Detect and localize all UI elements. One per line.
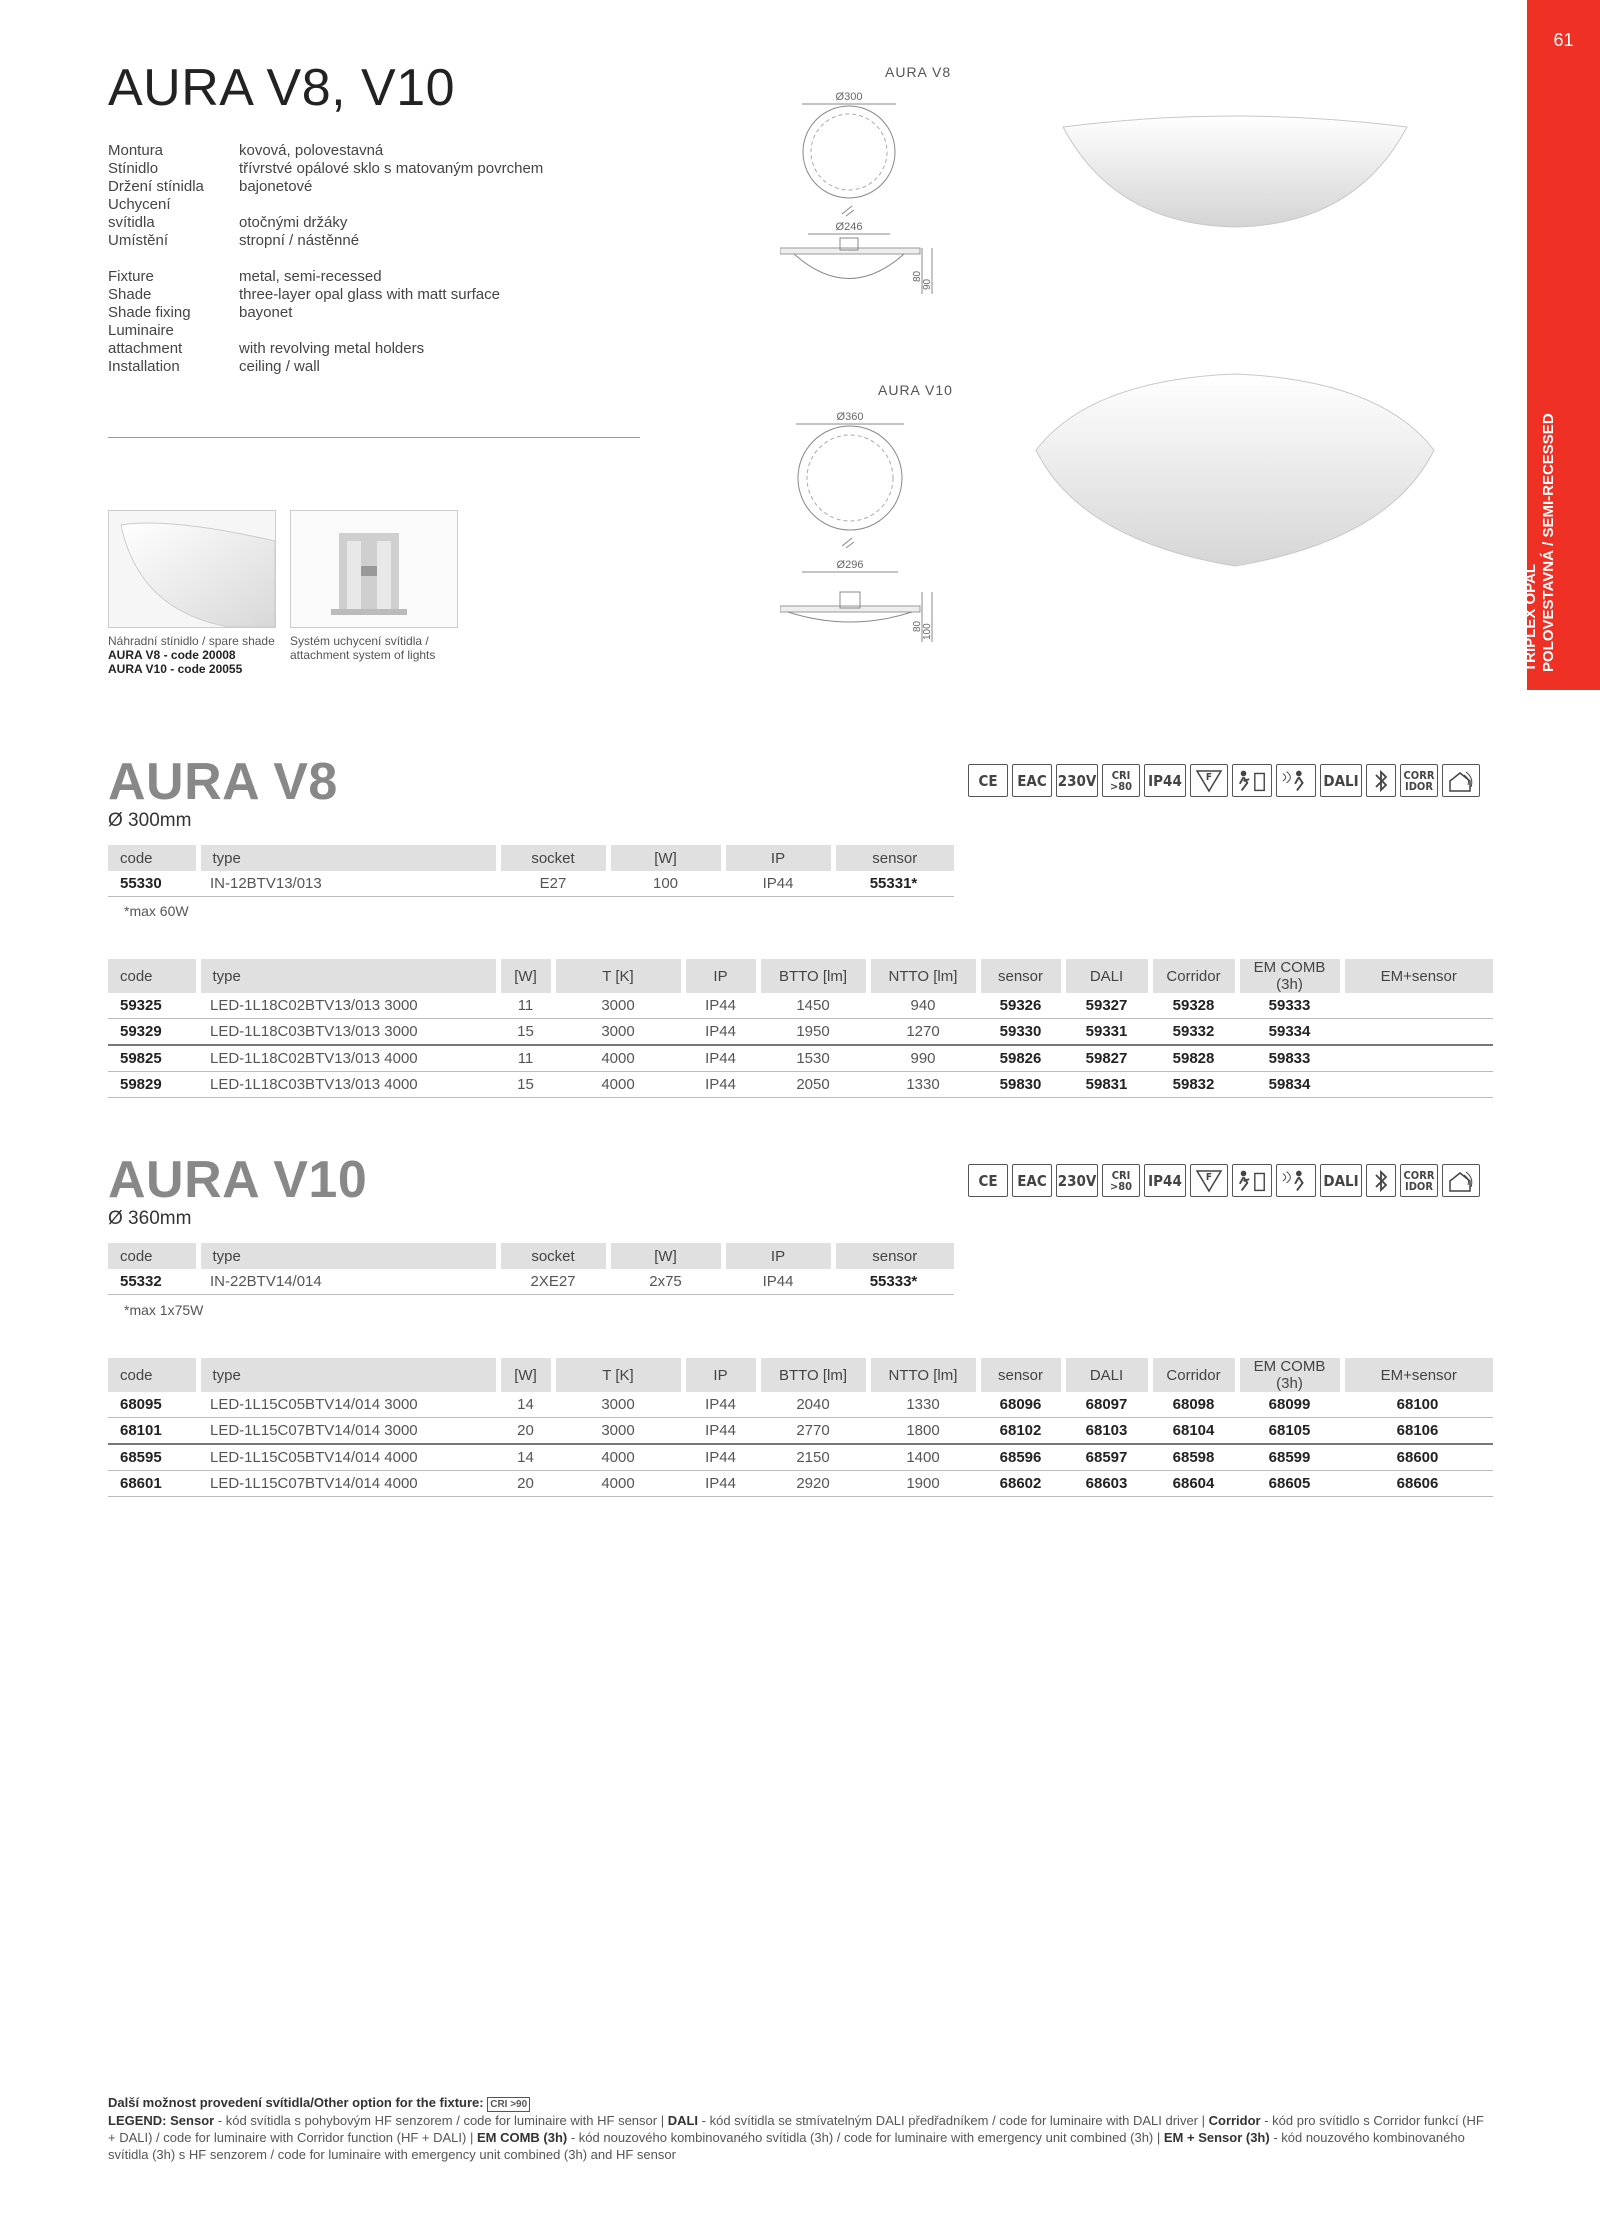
dim-height-v10-b: 100 [922,623,933,640]
table-cell: 55333* [833,1269,954,1295]
column-header: [W] [608,845,723,871]
table-cell: IP44 [723,1269,833,1295]
table-cell: 59830 [978,1072,1063,1098]
table-cell: 1530 [758,1045,868,1072]
table-cell: 59329 [108,1019,198,1046]
table-cell: 3000 [553,1392,683,1418]
table-cell: 68600 [1342,1444,1493,1471]
spec-row [108,358,543,376]
eac-mark-icon: EAC [1012,764,1052,797]
table-cell: 2050 [758,1072,868,1098]
table-cell: 4000 [553,1045,683,1072]
table-cell: 4000 [553,1072,683,1098]
table-cell: 2920 [758,1471,868,1497]
table-cell: 1450 [758,993,868,1019]
table-cell: 59325 [108,993,198,1019]
table-cell: IP44 [723,871,833,897]
dim-outer-v8: Ø300 [835,91,863,103]
table-cell: IP44 [683,1072,758,1098]
spec-value: with revolving metal holders [239,340,425,357]
table-cell: LED-1L15C05BTV14/014 3000 [198,1392,498,1418]
column-header: socket [498,845,608,871]
table-row [108,1418,1493,1445]
table-cell: LED-1L15C05BTV14/014 4000 [198,1444,498,1471]
table-v8-led [108,959,1493,1098]
attachment-caption: Systém uchycení svítidla / attachment system of lights [290,634,436,662]
f-mark-icon: F [1190,1164,1228,1197]
table-cell: 59328 [1150,993,1237,1019]
spec-key: Držení stínidla [108,178,204,195]
side-tab-line-1: TRIPLEX OPAL [1522,563,1539,672]
table-cell: 1330 [868,1072,978,1098]
spec-key: attachment [108,340,183,357]
attachment-system-image [290,510,458,628]
table-cell: 68595 [108,1444,198,1471]
ip44-icon: IP44 [1144,1164,1186,1197]
column-header: sensor [833,1243,954,1269]
table-row [108,1045,1493,1072]
table-cell: 59831 [1063,1072,1150,1098]
table-cell: 59331 [1063,1019,1150,1046]
emergency-light-icon [1276,1164,1316,1197]
column-header: EM COMB (3h) [1237,959,1342,993]
eac-mark-icon: EAC [1012,1164,1052,1197]
spec-key: Umístění [108,232,169,249]
bluetooth-icon [1366,1164,1396,1197]
column-header: T [K] [553,959,683,993]
technical-drawing-v10 [780,406,940,646]
spec-key: Montura [108,142,164,159]
spec-value: otočnými držáky [239,214,348,231]
side-tab-text [1522,372,1596,672]
table-cell: 20 [498,1418,553,1445]
table-cell: IP44 [683,1045,758,1072]
table-cell [1342,993,1493,1019]
column-header: [W] [498,959,553,993]
spec-value: metal, semi-recessed [239,268,382,285]
cert-icons-v10 [968,1164,1480,1197]
column-header: EM+sensor [1342,959,1493,993]
spec-row [108,286,543,304]
table-cell: 68604 [1150,1471,1237,1497]
table-cell: 1270 [868,1019,978,1046]
table-cell: 68099 [1237,1392,1342,1418]
aura-v10-product-image [1030,370,1440,576]
table-cell: 11 [498,993,553,1019]
table-cell: LED-1L18C03BTV13/013 4000 [198,1072,498,1098]
spec-value: třívrstvé opálové sklo s matovaným povrchem [239,160,544,177]
cri-80-icon: CRI >80 [1102,1164,1140,1197]
table-cell: 68103 [1063,1418,1150,1445]
table-cell: 3000 [553,993,683,1019]
table-v10-led [108,1358,1493,1497]
column-header: DALI [1063,1358,1150,1392]
table-cell: 68098 [1150,1392,1237,1418]
column-header: type [198,1243,498,1269]
table-cell: 1800 [868,1418,978,1445]
table-cell [1342,1019,1493,1046]
section-diameter-v10: Ø 360mm [108,1208,192,1229]
table-cell: 68605 [1237,1471,1342,1497]
table-cell: 2150 [758,1444,868,1471]
dali-icon: DALI [1320,1164,1362,1197]
spec-key: Uchycení [108,196,171,213]
table-cell: LED-1L18C02BTV13/013 4000 [198,1045,498,1072]
dim-height-v10-a: 80 [912,620,923,632]
section-diameter-v8: Ø 300mm [108,810,192,831]
other-option-label: Další možnost provedení svítidla/Other option for the fixture: [108,2095,484,2110]
ip44-icon: IP44 [1144,764,1186,797]
technical-drawing-v8 [780,88,940,308]
column-header: type [198,959,498,993]
table-cell: 14 [498,1392,553,1418]
table-row [108,1072,1493,1098]
column-header: Corridor [1150,959,1237,993]
table-cell: 940 [868,993,978,1019]
column-header: EM+sensor [1342,1358,1493,1392]
table-cell: 2770 [758,1418,868,1445]
spec-key: svítidla [108,214,155,231]
table-cell: IP44 [683,1418,758,1445]
table-row [108,1392,1493,1418]
cri90-badge: CRI >90 [487,2097,530,2112]
cri-80-icon: CRI >80 [1102,764,1140,797]
table-cell: 59326 [978,993,1063,1019]
table-cell: LED-1L15C07BTV14/014 4000 [198,1471,498,1497]
column-header: socket [498,1243,608,1269]
table-cell: LED-1L15C07BTV14/014 3000 [198,1418,498,1445]
section-title-v8: AURA V8 [108,753,338,811]
column-header: T [K] [553,1358,683,1392]
table-cell: 15 [498,1019,553,1046]
table-cell: 1900 [868,1471,978,1497]
dali-icon: DALI [1320,764,1362,797]
table-cell: 59828 [1150,1045,1237,1072]
ce-mark-icon: CE [968,1164,1008,1197]
table-cell: IP44 [683,993,758,1019]
table-cell: 68596 [978,1444,1063,1471]
dim-inner-v8: Ø246 [835,221,863,233]
table-v10-incandescent [108,1243,954,1295]
table-cell: 4000 [553,1471,683,1497]
column-header: code [108,1358,198,1392]
table-cell: 100 [608,871,723,897]
column-header: DALI [1063,959,1150,993]
dim-height-v8-b: 90 [922,278,933,290]
aura-v8-product-image [1055,105,1415,235]
spec-row [108,214,543,232]
spec-value: three-layer opal glass with matt surface [239,286,500,303]
table-cell: 59332 [1150,1019,1237,1046]
table-cell: 59827 [1063,1045,1150,1072]
dim-outer-v10: Ø360 [836,411,864,423]
table-cell: 1400 [868,1444,978,1471]
voltage-230v-icon: 230V [1056,764,1098,797]
table-cell: 68104 [1150,1418,1237,1445]
table-cell: IP44 [683,1019,758,1046]
divider [108,437,640,438]
column-header: [W] [608,1243,723,1269]
drawing-label-v10: AURA V10 [878,382,953,398]
spec-row [108,196,543,214]
table-cell: 4000 [553,1444,683,1471]
table-cell: 55330 [108,871,198,897]
spec-value: kovová, polovestavná [239,142,384,159]
sensor-icon [1442,764,1480,797]
table-v8-incandescent [108,845,954,897]
table-cell: 68602 [978,1471,1063,1497]
dim-height-v8-a: 80 [912,270,923,282]
column-header: IP [683,959,758,993]
bluetooth-icon [1366,764,1396,797]
table-cell: 59327 [1063,993,1150,1019]
page-number: 61 [1553,30,1574,50]
column-header: type [198,1358,498,1392]
table-row [108,1444,1493,1471]
spec-key: Luminaire [108,322,174,339]
table-cell: 59826 [978,1045,1063,1072]
f-mark-icon: F [1190,764,1228,797]
column-header: IP [723,1243,833,1269]
column-header: sensor [978,959,1063,993]
table-cell: 59825 [108,1045,198,1072]
spare-shade-caption: Náhradní stínidlo / spare shade AURA V8 - code 20008 AURA V10 - code 20055 [108,634,275,676]
table-cell: 3000 [553,1019,683,1046]
table-cell: 68102 [978,1418,1063,1445]
spec-row [108,232,543,250]
table-cell: 990 [868,1045,978,1072]
spec-value: ceiling / wall [239,358,320,375]
column-header: sensor [978,1358,1063,1392]
emergency-light-icon [1276,764,1316,797]
column-header: code [108,959,198,993]
spec-row [108,160,543,178]
corridor-icon: CORR IDOR [1400,764,1438,797]
table-cell: 11 [498,1045,553,1072]
table-cell: 68599 [1237,1444,1342,1471]
table-cell: 20 [498,1471,553,1497]
corridor-icon: CORR IDOR [1400,1164,1438,1197]
table-cell: 59829 [108,1072,198,1098]
table-cell: 55331* [833,871,954,897]
table-cell: 68095 [108,1392,198,1418]
spec-key: Fixture [108,268,154,285]
table-cell: 1330 [868,1392,978,1418]
table-cell: 68100 [1342,1392,1493,1418]
table-cell: 3000 [553,1418,683,1445]
table-cell: 68106 [1342,1418,1493,1445]
table-cell: 68101 [108,1418,198,1445]
table-cell: 14 [498,1444,553,1471]
column-header: BTTO [lm] [758,959,868,993]
voltage-230v-icon: 230V [1056,1164,1098,1197]
dim-inner-v10: Ø296 [836,559,864,571]
table-row [108,1471,1493,1497]
spec-value: stropní / nástěnné [239,232,360,249]
column-header: EM COMB (3h) [1237,1358,1342,1392]
table-cell: 68606 [1342,1471,1493,1497]
table-cell: 59334 [1237,1019,1342,1046]
table-row [108,871,954,897]
column-header: IP [683,1358,758,1392]
spec-value: bayonet [239,304,293,321]
table-cell: 68603 [1063,1471,1150,1497]
spec-row [108,268,543,286]
column-header: sensor [833,845,954,871]
side-tab-line-2: POLOVESTAVNÁ / SEMI-RECESSED [1540,413,1557,672]
note-v10: *max 1x75W [124,1302,204,1318]
ce-mark-icon: CE [968,764,1008,797]
spec-list [108,142,543,376]
column-header: code [108,1243,198,1269]
column-header: BTTO [lm] [758,1358,868,1392]
table-cell: 2040 [758,1392,868,1418]
spec-key: Installation [108,358,180,375]
legend: Další možnost provedení svítidla/Other option for the fixture: CRI >90 LEGEND: Sensor - kód svítidla s pohybovým HF senzorem / code for luminaire with HF sensor | DALI - kód svítidla se stmívatelným DALI předřadníkem / code for luminaire with DALI driver | Corridor - kód pro svítidlo s Corridor funkcí (HF + DALI) / code for luminaire with Corridor function (HF + DALI) | EM COMB (3h) - kód nouzového kombinovaného svítidla (3h) / code for luminaire with emergency unit combined (3h) | EM + Sensor (3h) - kód nouzového kombinovaného svítidla (3h) s HF senzorem / code for luminaire with emergency unit combined (3h) and HF sensor [108,2095,1484,2162]
table-cell: LED-1L18C02BTV13/013 3000 [198,993,498,1019]
column-header: code [108,845,198,871]
column-header: type [198,845,498,871]
table-cell: 68096 [978,1392,1063,1418]
table-row [108,1019,1493,1046]
column-header: IP [723,845,833,871]
column-header: NTTO [lm] [868,959,978,993]
table-cell: IP44 [683,1471,758,1497]
spec-value: bajonetové [239,178,313,195]
table-row [108,993,1493,1019]
table-cell: 59833 [1237,1045,1342,1072]
column-header: NTTO [lm] [868,1358,978,1392]
spec-row [108,142,543,160]
table-cell: 59832 [1150,1072,1237,1098]
spec-key: Stínidlo [108,160,159,177]
table-cell: LED-1L18C03BTV13/013 3000 [198,1019,498,1046]
column-header: [W] [498,1358,553,1392]
table-cell: IN-12BTV13/013 [198,871,498,897]
table-cell [1342,1045,1493,1072]
spec-row [108,322,543,340]
table-cell: 68598 [1150,1444,1237,1471]
table-cell: 2XE27 [498,1269,608,1295]
table-cell: IN-22BTV14/014 [198,1269,498,1295]
emergency-exit-icon [1232,764,1272,797]
spec-row [108,178,543,196]
drawing-label-v8: AURA V8 [885,64,952,80]
table-cell: 59333 [1237,993,1342,1019]
table-cell: 68105 [1237,1418,1342,1445]
table-cell: 68097 [1063,1392,1150,1418]
spec-row [108,340,543,358]
table-row [108,1269,954,1295]
note-v8: *max 60W [124,903,189,919]
page-title: AURA V8, V10 [108,59,456,117]
column-header: Corridor [1150,1358,1237,1392]
table-cell: 68601 [108,1471,198,1497]
table-cell: IP44 [683,1444,758,1471]
table-cell: 2x75 [608,1269,723,1295]
table-cell: 59834 [1237,1072,1342,1098]
table-cell: 15 [498,1072,553,1098]
table-cell: 55332 [108,1269,198,1295]
table-cell: 1950 [758,1019,868,1046]
table-cell [1342,1072,1493,1098]
table-cell: 68597 [1063,1444,1150,1471]
table-cell: E27 [498,871,608,897]
spare-shade-image [108,510,276,628]
spec-key: Shade [108,286,152,303]
spec-row [108,304,543,322]
spec-key: Shade fixing [108,304,191,321]
sensor-icon [1442,1164,1480,1197]
section-title-v10: AURA V10 [108,1151,368,1209]
cert-icons-v8 [968,764,1480,797]
table-cell: 59330 [978,1019,1063,1046]
table-cell: IP44 [683,1392,758,1418]
emergency-exit-icon [1232,1164,1272,1197]
